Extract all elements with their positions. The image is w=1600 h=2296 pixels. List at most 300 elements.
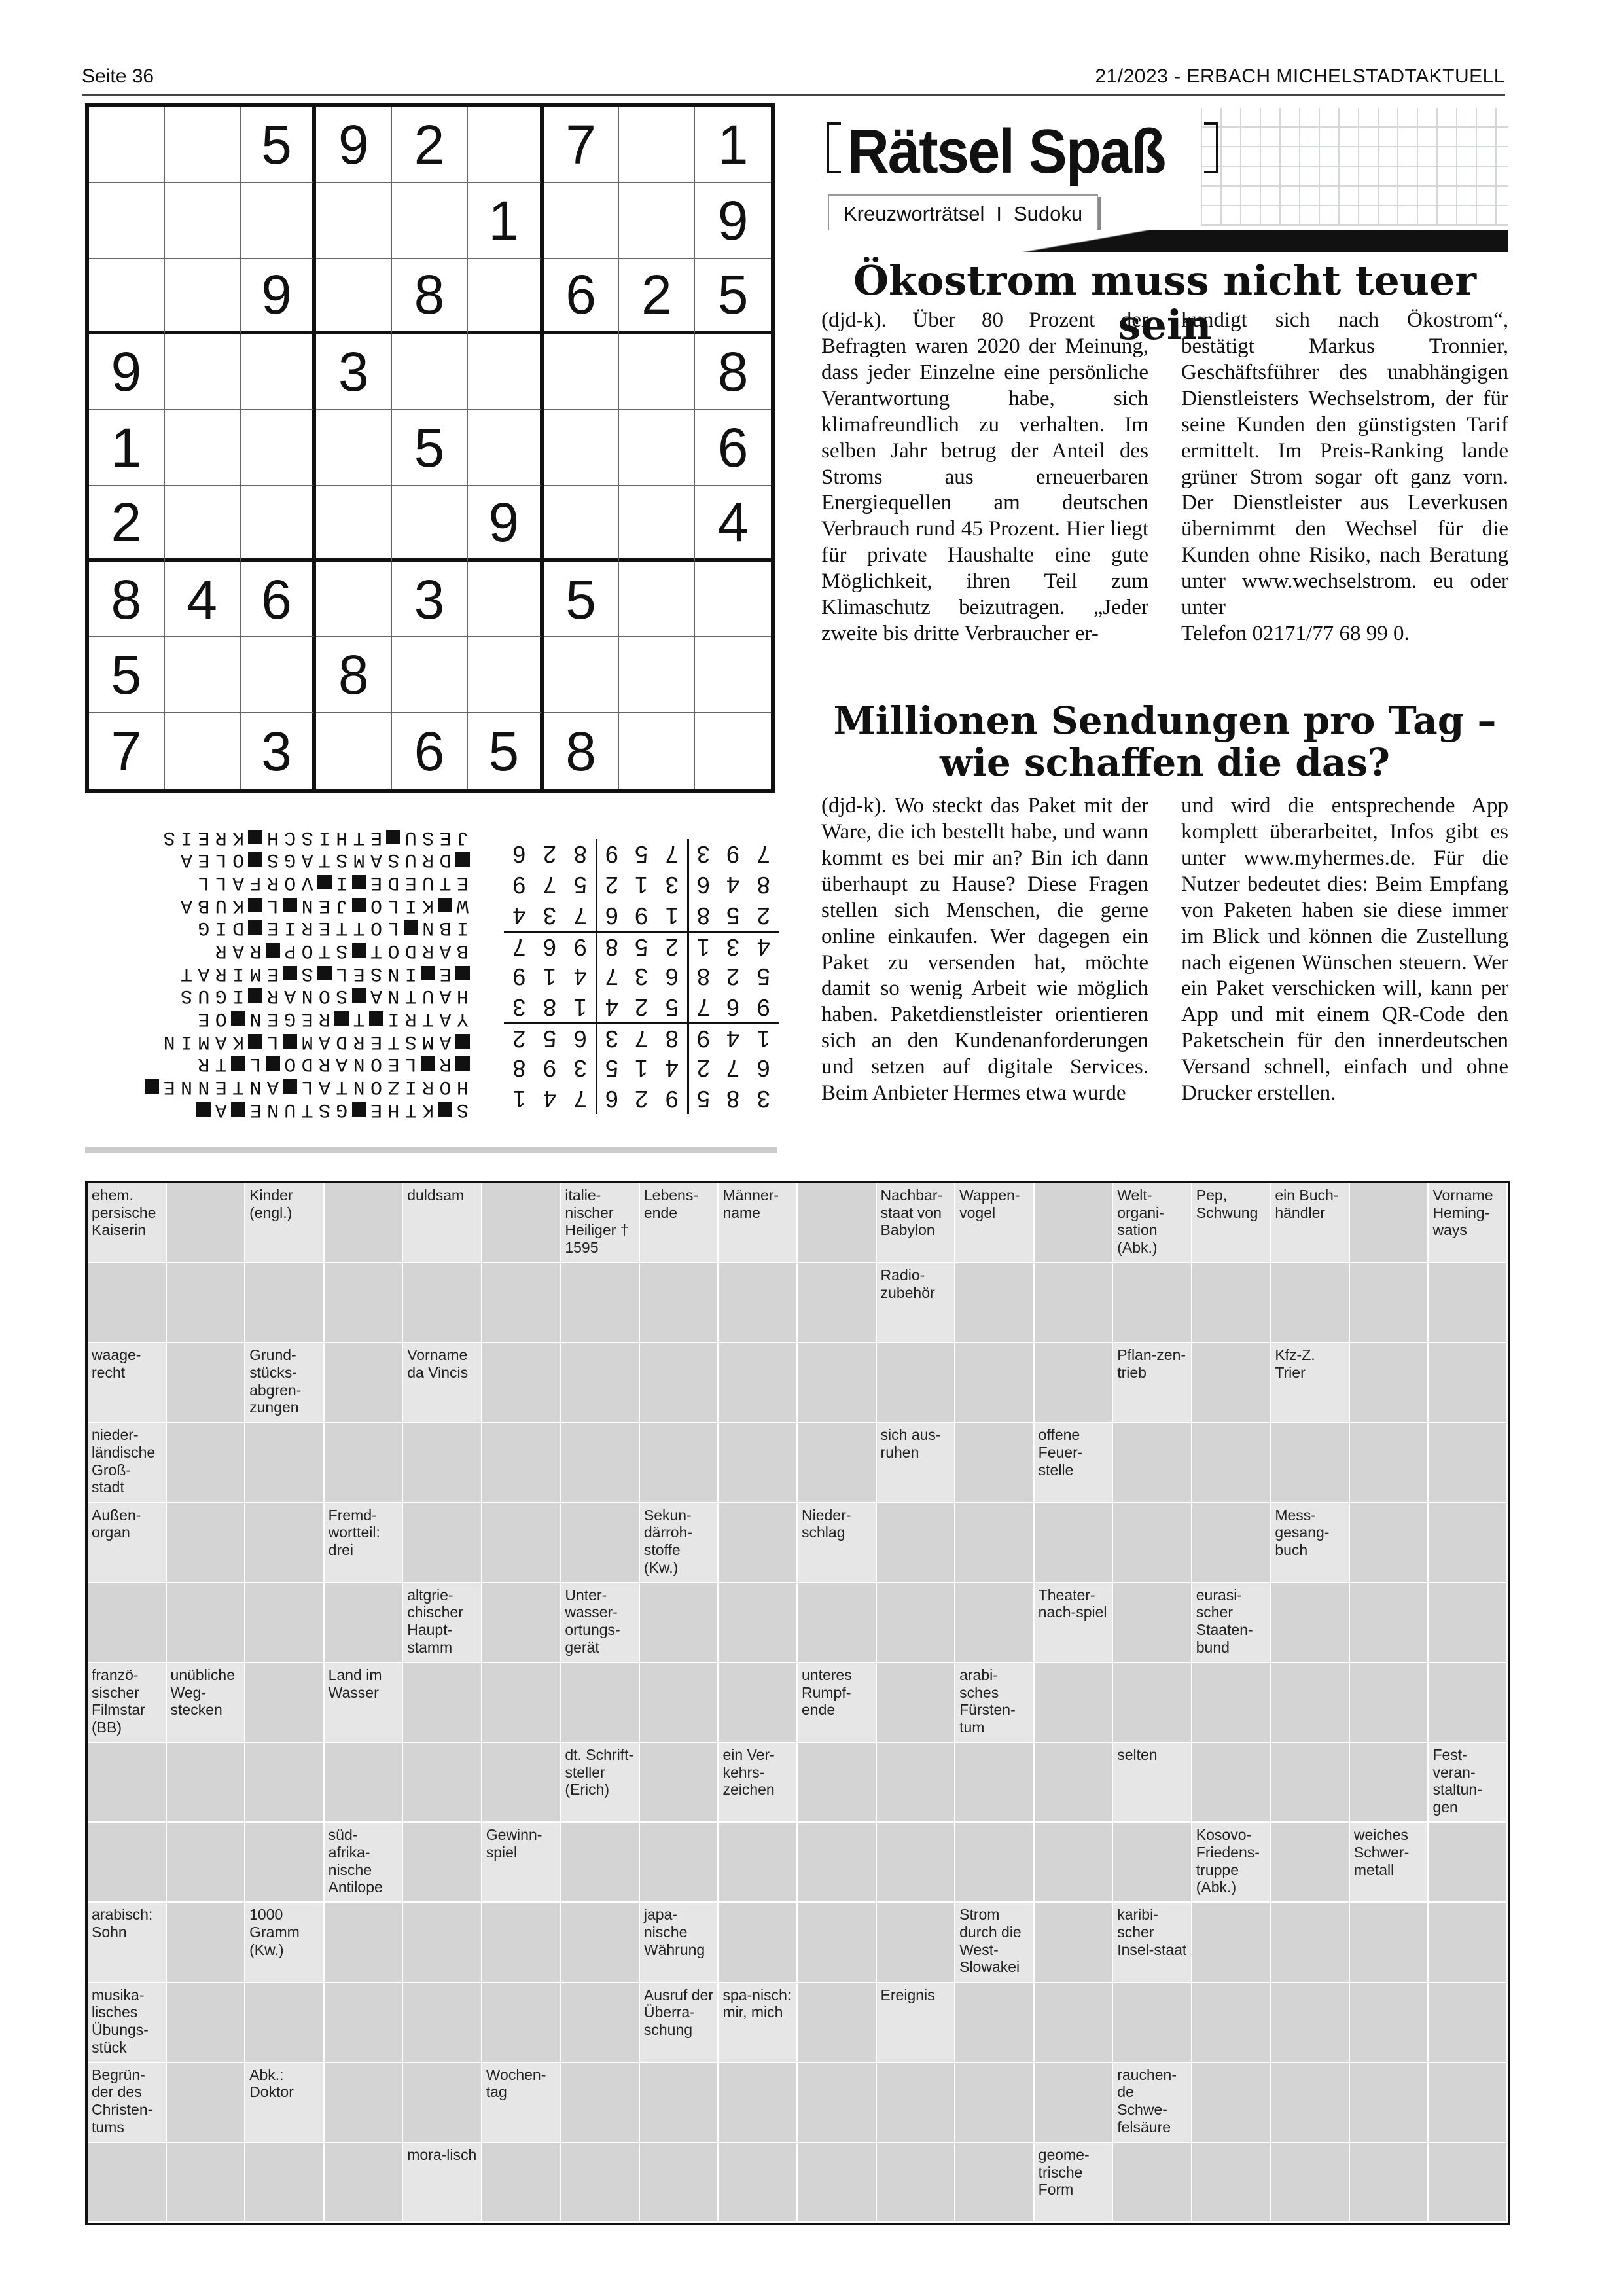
- sudoku-cell[interactable]: 9: [316, 107, 392, 183]
- crossword-answer-cell[interactable]: [482, 1903, 561, 1982]
- crossword-answer-cell[interactable]: [1429, 1823, 1508, 1903]
- crossword-answer-cell[interactable]: [719, 1823, 798, 1903]
- crossword-answer-cell[interactable]: [167, 2143, 246, 2223]
- crossword-solution-cell: E: [163, 1075, 175, 1098]
- crossword-answer-cell[interactable]: [1035, 2063, 1114, 2143]
- crossword-solution-cell: S: [404, 1030, 417, 1052]
- sudoku-cell[interactable]: 1: [695, 107, 771, 183]
- crossword-solution-cell: [126, 1052, 143, 1075]
- crossword-answer-cell[interactable]: [1350, 1343, 1429, 1423]
- sudoku-cell[interactable]: 8: [695, 334, 771, 410]
- crossword-answer-cell[interactable]: [561, 1503, 640, 1583]
- crossword-answer-cell[interactable]: [167, 1343, 246, 1423]
- crossword-answer-cell[interactable]: [719, 1663, 798, 1743]
- crossword-answer-cell[interactable]: [1350, 2063, 1429, 2143]
- crossword-answer-cell[interactable]: [1429, 1903, 1508, 1982]
- crossword-answer-cell[interactable]: [640, 2063, 719, 2143]
- sudoku-cell[interactable]: [619, 410, 695, 486]
- crossword-answer-cell[interactable]: [561, 2143, 640, 2223]
- crossword-answer-cell[interactable]: [403, 1503, 482, 1583]
- crossword-answer-cell[interactable]: [88, 1263, 167, 1343]
- crossword-clue: Lebens-ende: [640, 1183, 719, 1263]
- sudoku-cell[interactable]: 6: [695, 410, 771, 486]
- crossword-answer-cell[interactable]: [403, 1903, 482, 1982]
- crossword-clue: Nachbar-staat von Babylon: [877, 1183, 956, 1263]
- crossword-answer-cell[interactable]: [482, 1503, 561, 1583]
- crossword-answer-cell[interactable]: [1035, 1503, 1114, 1583]
- crossword-answer-cell[interactable]: [1350, 1183, 1429, 1263]
- crossword-answer-cell[interactable]: [798, 2143, 877, 2223]
- crossword-answer-cell[interactable]: [167, 1583, 246, 1663]
- sudoku-cell[interactable]: [165, 334, 241, 410]
- sudoku-cell[interactable]: 8: [544, 713, 620, 789]
- sudoku-cell[interactable]: 3: [392, 562, 468, 638]
- crossword-answer-cell[interactable]: [955, 2143, 1035, 2223]
- crossword-answer-cell[interactable]: [1350, 1263, 1429, 1343]
- crossword-answer-cell[interactable]: [1429, 1583, 1508, 1663]
- crossword-answer-cell[interactable]: [167, 2063, 246, 2143]
- sudoku-cell[interactable]: [619, 713, 695, 789]
- crossword-answer-cell[interactable]: [798, 1583, 877, 1663]
- sudoku-solution-cell: 6: [596, 1083, 626, 1114]
- crossword-solution-cell: E: [215, 1075, 227, 1098]
- sudoku-cell[interactable]: [316, 259, 392, 335]
- sudoku-cell[interactable]: [619, 334, 695, 410]
- sudoku-cell[interactable]: [165, 410, 241, 486]
- crossword-answer-cell[interactable]: [798, 1983, 877, 2063]
- sudoku-cell[interactable]: [695, 713, 771, 789]
- crossword-answer-cell[interactable]: [325, 2143, 404, 2223]
- sudoku-cell[interactable]: [468, 410, 544, 486]
- crossword-answer-cell[interactable]: [640, 1583, 719, 1663]
- sudoku-cell[interactable]: 5: [392, 410, 468, 486]
- sudoku-solution-cell: 8: [573, 841, 587, 869]
- sudoku-cell[interactable]: 9: [241, 259, 317, 335]
- crossword-solution-cell: [281, 961, 298, 984]
- sudoku-cell[interactable]: 6: [392, 713, 468, 789]
- sudoku-cell[interactable]: [544, 637, 620, 713]
- sudoku-cell[interactable]: [468, 107, 544, 183]
- crossword-answer-cell[interactable]: [1113, 1983, 1192, 2063]
- sudoku-cell[interactable]: [89, 183, 165, 259]
- crossword-answer-cell[interactable]: [798, 1423, 877, 1503]
- crossword-answer-cell[interactable]: [1271, 1983, 1350, 2063]
- sudoku-cell[interactable]: [619, 183, 695, 259]
- crossword-answer-cell[interactable]: [1192, 1343, 1271, 1423]
- crossword-answer-cell[interactable]: [88, 1583, 167, 1663]
- crossword-solution-cell: [247, 893, 264, 916]
- sudoku-cell[interactable]: [241, 637, 317, 713]
- crossword-answer-cell[interactable]: [798, 1263, 877, 1343]
- crossword-answer-cell[interactable]: [403, 1823, 482, 1903]
- crossword-answer-cell[interactable]: [1035, 1343, 1114, 1423]
- crossword-solution-cell: D: [232, 916, 245, 939]
- crossword-answer-cell[interactable]: [640, 1423, 719, 1503]
- crossword-answer-cell[interactable]: [877, 1823, 956, 1903]
- crossword-answer-cell[interactable]: [325, 1263, 404, 1343]
- sudoku-cell[interactable]: [468, 334, 544, 410]
- crossword-answer-cell[interactable]: [88, 1743, 167, 1823]
- crossword-answer-cell[interactable]: [482, 1663, 561, 1743]
- crossword-answer-cell[interactable]: [167, 1983, 246, 2063]
- crossword-answer-cell[interactable]: [640, 1743, 719, 1823]
- crossword-solution-cell: M: [249, 961, 262, 984]
- crossword-answer-cell[interactable]: [482, 2143, 561, 2223]
- sudoku-cell[interactable]: [544, 334, 620, 410]
- crossword-answer-cell[interactable]: [1271, 2143, 1350, 2223]
- crossword-answer-cell[interactable]: [1192, 1743, 1271, 1823]
- crossword-answer-cell[interactable]: [798, 1183, 877, 1263]
- crossword-clue: Mess-gesang-buch: [1271, 1503, 1350, 1583]
- crossword-answer-cell[interactable]: [325, 2063, 404, 2143]
- sudoku-cell[interactable]: 9: [468, 486, 544, 562]
- crossword-answer-cell[interactable]: [325, 1983, 404, 2063]
- crossword-answer-cell[interactable]: [167, 1183, 246, 1263]
- crossword-answer-cell[interactable]: [719, 1263, 798, 1343]
- sudoku-cell[interactable]: [316, 562, 392, 638]
- crossword-answer-cell[interactable]: [1113, 1583, 1192, 1663]
- crossword-answer-cell[interactable]: [719, 1503, 798, 1583]
- crossword-answer-cell[interactable]: [561, 1983, 640, 2063]
- crossword-answer-cell[interactable]: [1113, 1503, 1192, 1583]
- crossword-answer-cell[interactable]: [561, 1903, 640, 1982]
- crossword-answer-cell[interactable]: [1350, 1903, 1429, 1982]
- crossword-answer-cell[interactable]: [561, 1823, 640, 1903]
- crossword-answer-cell[interactable]: [719, 2143, 798, 2223]
- sudoku-cell[interactable]: [241, 334, 317, 410]
- crossword-answer-cell[interactable]: [1271, 1423, 1350, 1503]
- crossword-answer-cell[interactable]: [403, 1983, 482, 2063]
- crossword-answer-cell[interactable]: [955, 1503, 1035, 1583]
- crossword-solution-cell: [350, 893, 367, 916]
- crossword-answer-cell[interactable]: [167, 1423, 246, 1503]
- sudoku-cell[interactable]: [165, 713, 241, 789]
- crossword-answer-cell[interactable]: [167, 1743, 246, 1823]
- sudoku-cell[interactable]: [468, 259, 544, 335]
- crossword-answer-cell[interactable]: [1350, 1663, 1429, 1743]
- crossword-solution-cell: [126, 871, 143, 894]
- sudoku-cell[interactable]: [165, 259, 241, 335]
- crossword-answer-cell[interactable]: [561, 1423, 640, 1503]
- crossword-answer-cell[interactable]: [1271, 1903, 1350, 1982]
- crossword-answer-cell[interactable]: [640, 1823, 719, 1903]
- crossword-answer-cell[interactable]: [719, 1343, 798, 1423]
- sudoku-cell[interactable]: [392, 334, 468, 410]
- crossword-answer-cell[interactable]: [245, 1983, 325, 2063]
- crossword-answer-cell[interactable]: [1192, 1503, 1271, 1583]
- crossword-answer-cell[interactable]: [1035, 1983, 1114, 2063]
- sudoku-solution-cell: 8: [596, 931, 626, 961]
- crossword-solution-cell: A: [318, 1030, 330, 1052]
- crossword-answer-cell[interactable]: [245, 1823, 325, 1903]
- crossword-answer-cell[interactable]: [1113, 1823, 1192, 1903]
- crossword-answer-cell[interactable]: [1350, 1423, 1429, 1503]
- crossword-answer-cell[interactable]: [798, 2063, 877, 2143]
- crossword-answer-cell[interactable]: [1429, 1343, 1508, 1423]
- sudoku-cell[interactable]: 8: [392, 259, 468, 335]
- crossword-answer-cell[interactable]: [798, 1823, 877, 1903]
- crossword-solution-cell: [160, 961, 177, 984]
- crossword-answer-cell[interactable]: [482, 1583, 561, 1663]
- sudoku-cell[interactable]: 2: [619, 259, 695, 335]
- sudoku-cell[interactable]: 2: [89, 486, 165, 562]
- sudoku-cell[interactable]: 5: [468, 713, 544, 789]
- sudoku-solution-cell: 9: [687, 1022, 718, 1053]
- crossword-answer-cell[interactable]: [1035, 1663, 1114, 1743]
- crossword-solution-cell: [143, 1030, 160, 1052]
- sudoku-cell[interactable]: 6: [241, 562, 317, 638]
- crossword-answer-cell[interactable]: [877, 1743, 956, 1823]
- sudoku-cell[interactable]: [468, 562, 544, 638]
- crossword-answer-cell[interactable]: [1192, 2063, 1271, 2143]
- crossword-answer-cell[interactable]: [245, 1583, 325, 1663]
- crossword-answer-cell[interactable]: [1429, 2143, 1508, 2223]
- crossword-answer-cell[interactable]: [1350, 1583, 1429, 1663]
- crossword-answer-cell[interactable]: [325, 1343, 404, 1423]
- crossword-answer-cell[interactable]: [877, 1583, 956, 1663]
- crossword-answer-cell[interactable]: [955, 2063, 1035, 2143]
- crossword-solution-cell: T: [336, 916, 348, 939]
- sudoku-solution-cell: 3: [543, 902, 557, 929]
- crossword-answer-cell[interactable]: [167, 1503, 246, 1583]
- sudoku-cell[interactable]: 7: [89, 713, 165, 789]
- sudoku-cell[interactable]: [316, 183, 392, 259]
- crossword-answer-cell[interactable]: [403, 1263, 482, 1343]
- sudoku-cell[interactable]: 5: [544, 562, 620, 638]
- crossword-answer-cell[interactable]: [403, 2063, 482, 2143]
- crossword-answer-cell[interactable]: [1271, 1583, 1350, 1663]
- crossword-answer-cell[interactable]: [877, 1503, 956, 1583]
- crossword-answer-cell[interactable]: [403, 1743, 482, 1823]
- crossword-answer-cell[interactable]: [561, 1343, 640, 1423]
- sudoku-cell[interactable]: 1: [89, 410, 165, 486]
- crossword-answer-cell[interactable]: [1192, 1423, 1271, 1503]
- crossword-answer-cell[interactable]: [1035, 1183, 1114, 1263]
- sudoku-cell[interactable]: [316, 713, 392, 789]
- sudoku-cell[interactable]: 7: [544, 107, 620, 183]
- sudoku-cell[interactable]: [165, 486, 241, 562]
- sudoku-cell[interactable]: [544, 410, 620, 486]
- sudoku-cell[interactable]: 5: [241, 107, 317, 183]
- crossword-solution-cell: R: [353, 1030, 365, 1052]
- crossword-answer-cell[interactable]: [1113, 1423, 1192, 1503]
- crossword-answer-cell[interactable]: [877, 1343, 956, 1423]
- crossword-answer-cell[interactable]: [1429, 1503, 1508, 1583]
- crossword-answer-cell[interactable]: [1350, 2143, 1429, 2223]
- crossword-answer-cell[interactable]: [482, 1983, 561, 2063]
- crossword-answer-cell[interactable]: [325, 1423, 404, 1503]
- crossword-answer-cell[interactable]: [403, 1423, 482, 1503]
- crossword-answer-cell[interactable]: [1429, 1663, 1508, 1743]
- crossword-answer-cell[interactable]: [1271, 1263, 1350, 1343]
- crossword-answer-cell[interactable]: [88, 2143, 167, 2223]
- sudoku-cell[interactable]: 8: [316, 637, 392, 713]
- crossword-answer-cell[interactable]: [482, 1343, 561, 1423]
- crossword-answer-cell[interactable]: [1192, 1983, 1271, 2063]
- crossword-answer-cell[interactable]: [245, 1743, 325, 1823]
- crossword-clue: dt. Schrift-steller (Erich): [561, 1743, 640, 1823]
- crossword-answer-cell[interactable]: [325, 1903, 404, 1982]
- sudoku-solution-cell: 9: [756, 994, 770, 1021]
- crossword-answer-cell[interactable]: [877, 2143, 956, 2223]
- crossword-answer-cell[interactable]: [1192, 1663, 1271, 1743]
- sudoku-cell[interactable]: [695, 637, 771, 713]
- sudoku-cell[interactable]: [165, 183, 241, 259]
- sudoku-cell[interactable]: [695, 562, 771, 638]
- crossword-answer-cell[interactable]: [325, 1583, 404, 1663]
- sudoku-cell[interactable]: [316, 410, 392, 486]
- crossword-answer-cell[interactable]: [245, 1503, 325, 1583]
- crossword-answer-cell[interactable]: [482, 1183, 561, 1263]
- sudoku-solution-cell: 8: [543, 994, 557, 1021]
- sudoku-cell[interactable]: [468, 637, 544, 713]
- sudoku-cell[interactable]: 9: [695, 183, 771, 259]
- crossword-answer-cell[interactable]: [1113, 2143, 1192, 2223]
- crossword-answer-cell[interactable]: [167, 1263, 246, 1343]
- sudoku-cell[interactable]: 3: [241, 713, 317, 789]
- crossword-answer-cell[interactable]: [955, 1263, 1035, 1343]
- crossword-clue: duldsam: [403, 1183, 482, 1263]
- crossword-answer-cell[interactable]: [561, 1263, 640, 1343]
- crossword-answer-cell[interactable]: [1035, 1823, 1114, 1903]
- crossword-solution-cell: N: [249, 1007, 262, 1030]
- crossword-answer-cell[interactable]: [955, 1743, 1035, 1823]
- crossword-answer-cell[interactable]: [1271, 1743, 1350, 1823]
- crossword-solution-cell: [178, 1098, 195, 1121]
- sudoku-cell[interactable]: [619, 107, 695, 183]
- crossword-answer-cell[interactable]: [719, 1583, 798, 1663]
- crossword-answer-cell[interactable]: [88, 1823, 167, 1903]
- crossword-solution-cell: [160, 871, 177, 894]
- sudoku-cell[interactable]: [165, 107, 241, 183]
- sudoku-cell[interactable]: [392, 486, 468, 562]
- sudoku-cell[interactable]: 4: [695, 486, 771, 562]
- crossword-answer-cell[interactable]: [798, 1903, 877, 1982]
- crossword-answer-cell[interactable]: [640, 1263, 719, 1343]
- crossword-answer-cell[interactable]: [719, 1903, 798, 1982]
- crossword-answer-cell[interactable]: [482, 1743, 561, 1823]
- crossword-clue: Wochen-tag: [482, 2063, 561, 2143]
- sudoku-cell[interactable]: [619, 486, 695, 562]
- crossword-answer-cell[interactable]: [561, 1663, 640, 1743]
- crossword-answer-cell[interactable]: [245, 1263, 325, 1343]
- sudoku-cell[interactable]: [241, 183, 317, 259]
- crossword-solution-cell: J: [336, 893, 348, 916]
- sudoku-cell[interactable]: 3: [316, 334, 392, 410]
- crossword-answer-cell[interactable]: [167, 1823, 246, 1903]
- crossword-answer-cell[interactable]: [403, 1663, 482, 1743]
- crossword-answer-cell[interactable]: [877, 1903, 956, 1982]
- sudoku-cell[interactable]: [392, 637, 468, 713]
- crossword-solution-cell: L: [266, 1030, 279, 1052]
- crossword-answer-cell[interactable]: [798, 1743, 877, 1823]
- sudoku-cell[interactable]: 5: [695, 259, 771, 335]
- crossword-answer-cell[interactable]: [1271, 2063, 1350, 2143]
- sudoku-cell[interactable]: 9: [89, 334, 165, 410]
- sudoku-cell[interactable]: 1: [468, 183, 544, 259]
- crossword-answer-cell[interactable]: [1192, 1903, 1271, 1982]
- crossword-answer-cell[interactable]: [245, 2143, 325, 2223]
- crossword-answer-cell[interactable]: [245, 1663, 325, 1743]
- crossword-solution-cell: T: [181, 961, 193, 984]
- crossword-answer-cell[interactable]: [877, 2063, 956, 2143]
- sudoku-cell[interactable]: [241, 486, 317, 562]
- crossword-solution-cell: A: [318, 1075, 330, 1098]
- crossword-answer-cell[interactable]: [167, 1903, 246, 1982]
- crossword-answer-cell[interactable]: [955, 1983, 1035, 2063]
- crossword-answer-cell[interactable]: [325, 1183, 404, 1263]
- crossword-solution-cell: S: [387, 848, 400, 871]
- sudoku-cell[interactable]: [89, 107, 165, 183]
- sudoku-cell[interactable]: 6: [544, 259, 620, 335]
- crossword-answer-cell[interactable]: [640, 2143, 719, 2223]
- sudoku-cell[interactable]: [544, 486, 620, 562]
- crossword-answer-cell[interactable]: [1429, 1263, 1508, 1343]
- crossword-solution-cell: [436, 1098, 453, 1121]
- crossword-answer-cell[interactable]: [1271, 1663, 1350, 1743]
- sudoku-cell[interactable]: [619, 637, 695, 713]
- crossword-solution-cell: T: [370, 939, 383, 962]
- sudoku-cell[interactable]: [89, 259, 165, 335]
- sudoku-cell[interactable]: [619, 562, 695, 638]
- crossword-solution-cell: S: [163, 826, 175, 848]
- crossword-answer-cell[interactable]: [482, 1423, 561, 1503]
- crossword-answer-cell[interactable]: [1429, 1423, 1508, 1503]
- crossword-solution-cell: [350, 871, 367, 894]
- sudoku-cell[interactable]: 8: [89, 562, 165, 638]
- sudoku-cell[interactable]: [316, 486, 392, 562]
- crossword-answer-cell[interactable]: [1350, 1743, 1429, 1823]
- crossword-answer-cell[interactable]: [325, 1743, 404, 1823]
- crossword-answer-cell[interactable]: [640, 1663, 719, 1743]
- crossword-answer-cell[interactable]: [561, 2063, 640, 2143]
- crossword-answer-cell[interactable]: [955, 1423, 1035, 1503]
- crossword-answer-cell[interactable]: [1113, 1663, 1192, 1743]
- crossword-answer-cell[interactable]: [640, 1343, 719, 1423]
- crossword-answer-cell[interactable]: [955, 1823, 1035, 1903]
- crossword-answer-cell[interactable]: [955, 1583, 1035, 1663]
- crossword-answer-cell[interactable]: [1035, 1903, 1114, 1982]
- crossword-answer-cell[interactable]: [877, 1663, 956, 1743]
- sudoku-cell[interactable]: [544, 183, 620, 259]
- crossword-answer-cell[interactable]: [1429, 2063, 1508, 2143]
- crossword-answer-cell[interactable]: [1350, 1983, 1429, 2063]
- sudoku-cell[interactable]: 2: [392, 107, 468, 183]
- crossword-answer-cell[interactable]: [719, 1423, 798, 1503]
- sudoku-cell[interactable]: 4: [165, 562, 241, 638]
- crossword-solution-cell: R: [318, 1052, 330, 1075]
- sudoku-cell[interactable]: 5: [89, 637, 165, 713]
- crossword-answer-cell[interactable]: [955, 1343, 1035, 1423]
- crossword-answer-cell[interactable]: [245, 1423, 325, 1503]
- section-banner: [821, 108, 1508, 252]
- crossword-answer-cell[interactable]: [1192, 1263, 1271, 1343]
- crossword-solution-cell: [178, 871, 195, 894]
- crossword-answer-cell[interactable]: [1350, 1503, 1429, 1583]
- crossword-answer-cell[interactable]: [1035, 1263, 1114, 1343]
- sudoku-cell[interactable]: [165, 637, 241, 713]
- crossword-answer-cell[interactable]: [1271, 1823, 1350, 1903]
- sudoku-cell[interactable]: [241, 410, 317, 486]
- sudoku-cell[interactable]: [392, 183, 468, 259]
- crossword-answer-cell[interactable]: [798, 1343, 877, 1423]
- crossword-answer-cell[interactable]: [482, 1263, 561, 1343]
- crossword-answer-cell[interactable]: [1429, 1983, 1508, 2063]
- crossword-answer-cell[interactable]: [1192, 2143, 1271, 2223]
- crossword-answer-cell[interactable]: [719, 2063, 798, 2143]
- crossword-answer-cell[interactable]: [1035, 1743, 1114, 1823]
- crossword-answer-cell[interactable]: [1113, 1263, 1192, 1343]
